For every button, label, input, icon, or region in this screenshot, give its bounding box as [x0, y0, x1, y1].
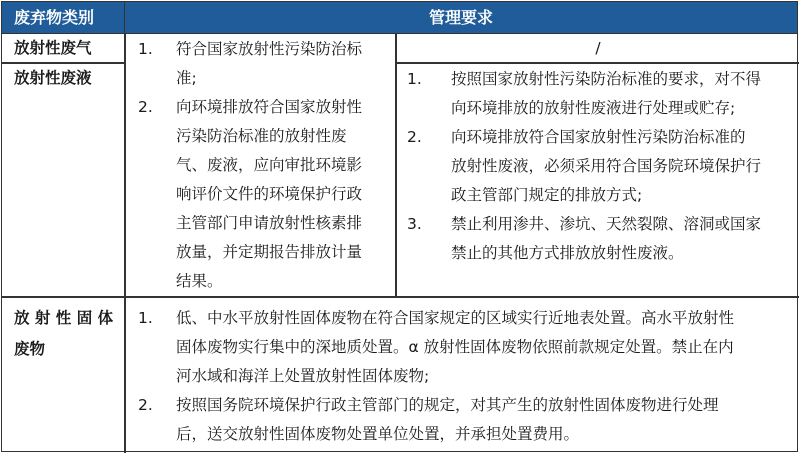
gas-specific-requirements: /: [595, 39, 601, 57]
category-radioactive-gas: 放射性废气: [14, 39, 92, 57]
header-category: 废弃物类别: [2, 2, 125, 33]
waste-management-table: [1, 1, 798, 452]
list-item: 1. 符合国家放射性污染防治标 准;: [138, 40, 363, 87]
column-divider: [124, 33, 126, 453]
solid-requirements: [138, 304, 798, 449]
category-radioactive-liquid: 放射性废液: [14, 69, 92, 87]
list-item: 2. 向环境排放符合国家放射性污染防治标准的 放射性废液，必须采用符合国务院环境保护行 政主管部门规定的排放方式;: [407, 128, 762, 204]
column-divider: [395, 33, 397, 297]
list-item: 2. 向环境排放符合国家放射性 污染防治标准的放射性废 气、废液，应向审批环境影 响评价文件的环境保护行政 主管部门申请放射性核素排 放量，并定期报告排放计量 结果。: [138, 98, 363, 290]
row-divider: [395, 62, 799, 64]
list-item: 1. 低、中水平放射性固体废物在符合国家规定的区域实行近地表处置。高水平放射性 固体废物实行集中的深地质处置。α 放射性固体废物依照前款规定处置。禁止在内 河水域和海洋上处置放射性固体废物;: [138, 309, 735, 385]
header-requirements: 管理要求: [428, 8, 493, 27]
row-divider: [2, 296, 799, 298]
shared-requirements: [138, 35, 393, 296]
list-item: 1. 按照国家放射性污染防治标准的要求，对不得 向环境排放的放射性废液进行处理或贮存;: [407, 70, 762, 117]
list-item: 3. 禁止利用渗井、渗坑、天然裂隙、溶洞或国家 禁止的其他方式排放放射性废液。: [407, 215, 762, 262]
liquid-requirements: [407, 65, 797, 268]
table-header-row: [2, 2, 797, 34]
category-radioactive-solid: 放 射 性 固 体 废物: [14, 309, 114, 358]
list-item: 2. 按照国务院环境保护行政主管部门的规定，对其产生的放射性固体废物进行处理 后，送交放射性固体废物处置单位处置，并承担处置费用。: [138, 396, 719, 443]
